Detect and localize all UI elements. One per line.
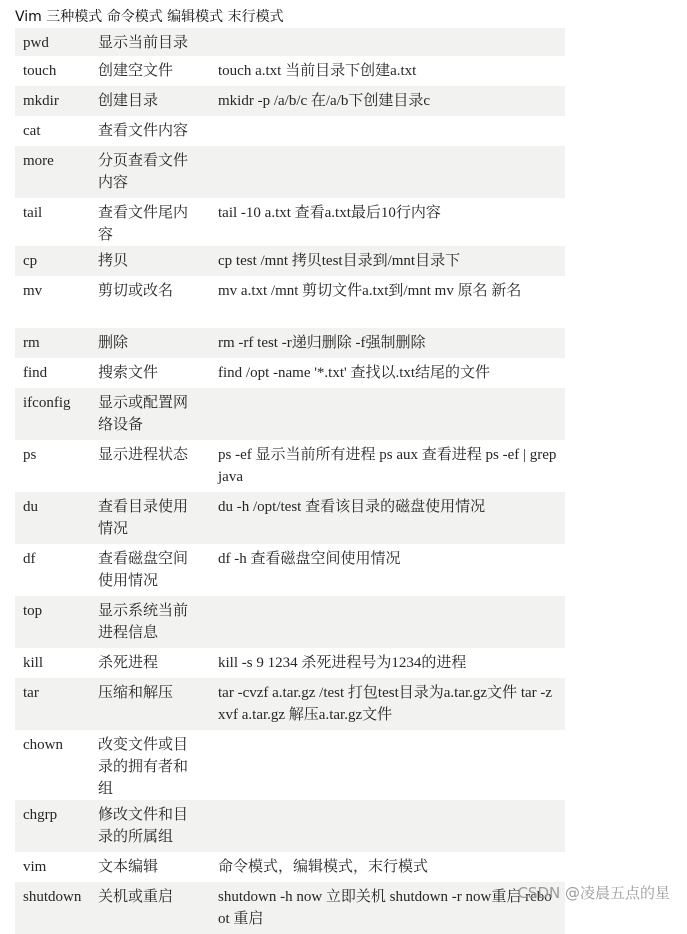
example-cell: tar -cvzf a.tar.gz /test 打包test目录为a.tar.gz文件 tar -zxvf a.tar.gz 解压a.tar.gz文件 <box>210 678 565 730</box>
example-cell: mkidr -p /a/b/c 在/a/b下创建目录c <box>210 86 565 116</box>
command-table-body <box>15 28 565 934</box>
description-cell: 杀死进程 <box>90 648 210 678</box>
command-cell: tail <box>15 198 90 246</box>
csdn-watermark: CSDN @凌晨五点的星 <box>517 884 670 902</box>
table-row <box>15 146 565 198</box>
table-row <box>15 648 565 678</box>
description-cell: 显示当前目录 <box>90 28 210 56</box>
table-row <box>15 276 565 328</box>
example-cell: rm -rf test -r递归删除 -f强制删除 <box>210 328 565 358</box>
table-row <box>15 116 565 146</box>
example-cell: find /opt -name '*.txt' 查找以.txt结尾的文件 <box>210 358 565 388</box>
table-row <box>15 492 565 544</box>
example-cell: df -h 查看磁盘空间使用情况 <box>210 544 565 596</box>
command-cell: cat <box>15 116 90 146</box>
description-cell: 查看目录使用情况 <box>90 492 210 544</box>
description-cell: 关机或重启 <box>90 882 210 934</box>
description-cell: 分页查看文件内容 <box>90 146 210 198</box>
description-cell: 搜索文件 <box>90 358 210 388</box>
command-cell: ifconfig <box>15 388 90 440</box>
example-cell <box>210 28 565 56</box>
table-row <box>15 56 565 86</box>
example-cell: touch a.txt 当前目录下创建a.txt <box>210 56 565 86</box>
table-row <box>15 596 565 648</box>
example-cell <box>210 800 565 852</box>
command-cell: touch <box>15 56 90 86</box>
description-cell: 查看文件尾内容 <box>90 198 210 246</box>
example-cell: shutdown -h now 立即关机 shutdown -r now重启 reboot 重启 <box>210 882 565 934</box>
table-row <box>15 730 565 800</box>
example-cell <box>210 730 565 800</box>
example-cell: tail -10 a.txt 查看a.txt最后10行内容 <box>210 198 565 246</box>
example-cell <box>210 388 565 440</box>
table-row <box>15 358 565 388</box>
description-cell: 修改文件和目录的所属组 <box>90 800 210 852</box>
description-cell: 压缩和解压 <box>90 678 210 730</box>
page-heading: Vim 三种模式 命令模式 编辑模式 末行模式 <box>15 9 284 25</box>
example-cell <box>210 596 565 648</box>
example-cell <box>210 116 565 146</box>
table-row <box>15 800 565 852</box>
command-cell: df <box>15 544 90 596</box>
table-row <box>15 678 565 730</box>
description-cell: 查看磁盘空间使用情况 <box>90 544 210 596</box>
example-cell: cp test /mnt 拷贝test目录到/mnt目录下 <box>210 246 565 276</box>
command-cell: mv <box>15 276 90 328</box>
command-cell: kill <box>15 648 90 678</box>
description-cell: 显示或配置网络设备 <box>90 388 210 440</box>
command-cell: find <box>15 358 90 388</box>
table-row <box>15 882 565 934</box>
description-cell: 改变文件或目录的拥有者和组 <box>90 730 210 800</box>
command-cell: pwd <box>15 28 90 56</box>
table-row <box>15 852 565 882</box>
command-cell: shutdown <box>15 882 90 934</box>
command-cell: ps <box>15 440 90 492</box>
table-row <box>15 328 565 358</box>
command-cell: tar <box>15 678 90 730</box>
command-cell: more <box>15 146 90 198</box>
example-cell: 命令模式，编辑模式，末行模式 <box>210 852 565 882</box>
description-cell: 显示进程状态 <box>90 440 210 492</box>
command-cell: du <box>15 492 90 544</box>
description-cell: 剪切或改名 <box>90 276 210 328</box>
table-row <box>15 28 565 56</box>
command-cell: chgrp <box>15 800 90 852</box>
command-cell: mkdir <box>15 86 90 116</box>
command-table <box>15 28 565 934</box>
command-cell: top <box>15 596 90 648</box>
example-cell: kill -s 9 1234 杀死进程号为1234的进程 <box>210 648 565 678</box>
description-cell: 删除 <box>90 328 210 358</box>
description-cell: 创建空文件 <box>90 56 210 86</box>
table-row <box>15 198 565 246</box>
command-cell: vim <box>15 852 90 882</box>
example-cell: mv a.txt /mnt 剪切文件a.txt到/mnt mv 原名 新名 <box>210 276 565 328</box>
command-cell: rm <box>15 328 90 358</box>
example-cell: ps -ef 显示当前所有进程 ps aux 查看进程 ps -ef | grep java <box>210 440 565 492</box>
example-cell <box>210 146 565 198</box>
description-cell: 拷贝 <box>90 246 210 276</box>
command-cell: chown <box>15 730 90 800</box>
table-row <box>15 544 565 596</box>
table-row <box>15 388 565 440</box>
description-cell: 显示系统当前进程信息 <box>90 596 210 648</box>
table-row <box>15 440 565 492</box>
table-row <box>15 86 565 116</box>
example-cell: du -h /opt/test 查看该目录的磁盘使用情况 <box>210 492 565 544</box>
description-cell: 查看文件内容 <box>90 116 210 146</box>
description-cell: 创建目录 <box>90 86 210 116</box>
table-row <box>15 246 565 276</box>
command-cell: cp <box>15 246 90 276</box>
description-cell: 文本编辑 <box>90 852 210 882</box>
